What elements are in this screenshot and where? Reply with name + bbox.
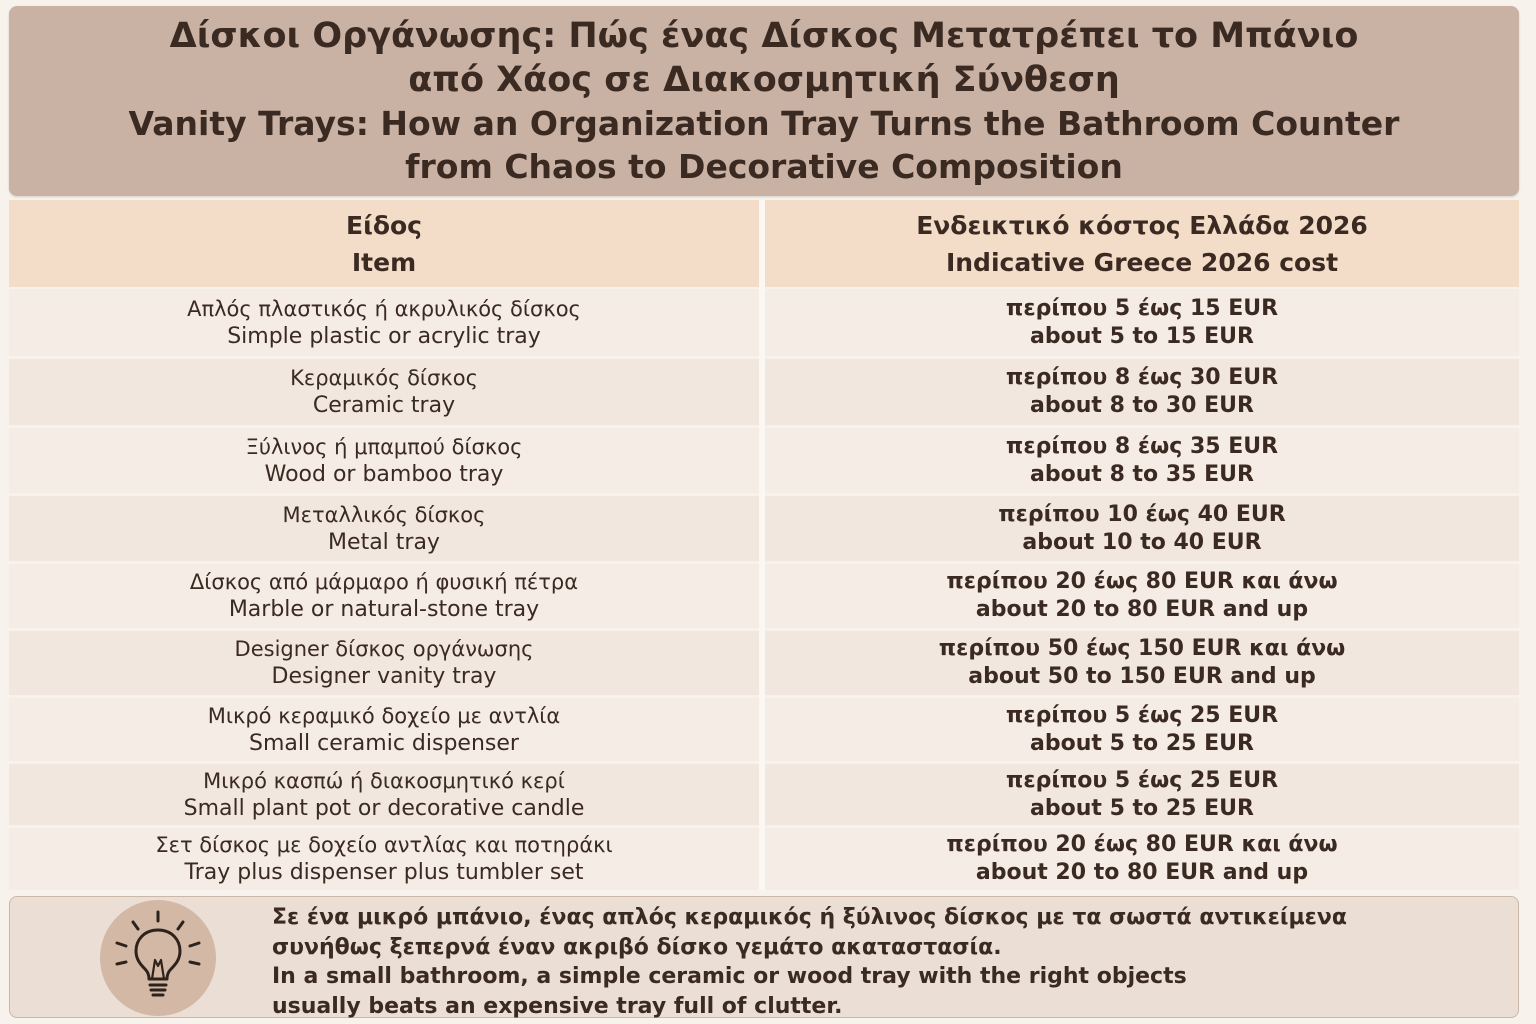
header-item-el: Είδος	[346, 210, 422, 240]
cost-cell	[765, 496, 1519, 561]
header-cost	[765, 200, 1519, 287]
header-cost-en: Indicative Greece 2026 cost	[945, 247, 1339, 277]
cost-el: περίπου 5 έως 15 EUR	[1005, 295, 1279, 321]
lightbulb-icon	[100, 900, 216, 1016]
item-cell	[9, 764, 759, 825]
tip-en-line-1: In a small bathroom, a simple ceramic or wood tray with the right objects	[272, 964, 1187, 989]
item-el: Δίσκος από μάρμαρο ή φυσική πέτρα	[189, 570, 579, 594]
item-el: Designer δίσκος οργάνωσης	[234, 637, 534, 661]
cost-cell	[765, 828, 1519, 890]
item-cell	[9, 828, 759, 890]
title-en-line-1: Vanity Trays: How an Organization Tray Turns the Bathroom Counter	[128, 104, 1400, 143]
cost-en: about 10 to 40 EUR	[1022, 529, 1262, 555]
cost-cell	[765, 698, 1519, 761]
item-cell	[9, 289, 759, 356]
cost-en: about 20 to 80 EUR and up	[975, 860, 1309, 885]
tip-en-line-2: usually beats an expensive tray full of clutter.	[272, 993, 843, 1019]
cost-en: about 5 to 15 EUR	[1030, 323, 1254, 349]
item-el: Σετ δίσκος με δοχείο αντλίας και ποτηράκι	[155, 833, 613, 857]
item-cell	[9, 496, 759, 561]
item-en: Tray plus dispenser plus tumbler set	[184, 860, 584, 885]
cost-cell	[765, 359, 1519, 425]
column-divider	[759, 200, 765, 890]
cost-en: about 50 to 150 EUR and up	[968, 664, 1316, 689]
item-el: Μεταλλικός δίσκος	[282, 502, 486, 527]
cost-en: about 8 to 30 EUR	[1030, 393, 1254, 418]
title-banner	[9, 6, 1519, 196]
title-en-line-2: from Chaos to Decorative Composition	[405, 147, 1123, 186]
cost-cell	[765, 564, 1519, 628]
item-cell	[9, 698, 759, 761]
item-en: Marble or natural-stone tray	[228, 597, 540, 622]
cost-cell	[765, 764, 1519, 825]
cost-en: about 5 to 25 EUR	[1030, 730, 1254, 756]
tip-callout	[9, 896, 1519, 1018]
cost-cell	[765, 428, 1519, 493]
cost-el: περίπου 20 έως 80 EUR και άνω	[946, 569, 1338, 594]
item-en: Small ceramic dispenser	[249, 730, 519, 756]
item-en: Metal tray	[328, 529, 440, 555]
header-item-en: Item	[351, 247, 417, 277]
title-el-line-2: από Χάος σε Διακοσμητική Σύνθεση	[408, 60, 1120, 100]
cost-el: περίπου 20 έως 80 EUR και άνω	[946, 832, 1338, 857]
tip-el-line-1: Σε ένα μικρό μπάνιο, ένας απλός κεραμικός ή ξύλινος δίσκος με τα σωστά αντικείμενα	[272, 905, 1348, 930]
item-cell	[9, 631, 759, 695]
tip-el-line-2: συνήθως ξεπερνά έναν ακριβό δίσκο γεμάτο ακαταστασία.	[272, 934, 1002, 960]
tip-text	[272, 903, 1492, 1021]
cost-el: περίπου 8 έως 30 EUR	[1005, 365, 1279, 390]
cost-el: περίπου 50 έως 150 EUR και άνω	[938, 636, 1346, 661]
item-en: Small plant pot or decorative candle	[183, 795, 585, 821]
item-en: Wood or bamboo tray	[264, 461, 504, 487]
cost-el: περίπου 5 έως 25 EUR	[1005, 767, 1279, 793]
cost-el: περίπου 10 έως 40 EUR	[998, 501, 1286, 527]
item-el: Ξύλινος ή μπαμπού δίσκος	[245, 434, 523, 459]
cost-cell	[765, 289, 1519, 356]
item-el: Κεραμικός δίσκος	[290, 366, 478, 390]
cost-table	[9, 200, 1519, 890]
item-el: Μικρό κασπώ ή διακοσμητικό κερί	[203, 768, 565, 793]
item-en: Ceramic tray	[312, 393, 456, 418]
cost-en: about 8 to 35 EUR	[1030, 461, 1254, 487]
item-el: Απλός πλαστικός ή ακρυλικός δίσκος	[187, 296, 581, 321]
item-cell	[9, 428, 759, 493]
title-el-line-1: Δίσκοι Οργάνωσης: Πώς ένας Δίσκος Μετατρέπει το Μπάνιο	[169, 16, 1359, 56]
item-el: Μικρό κεραμικό δοχείο με αντλία	[207, 703, 561, 728]
item-cell	[9, 359, 759, 425]
item-en: Simple plastic or acrylic tray	[227, 323, 541, 349]
cost-en: about 5 to 25 EUR	[1030, 795, 1254, 821]
cost-el: περίπου 8 έως 35 EUR	[1005, 433, 1279, 459]
cost-el: περίπου 5 έως 25 EUR	[1005, 702, 1279, 728]
cost-cell	[765, 631, 1519, 695]
cost-en: about 20 to 80 EUR and up	[975, 597, 1309, 622]
header-item	[9, 200, 759, 287]
item-en: Designer vanity tray	[271, 664, 497, 689]
header-cost-el: Ενδεικτικό κόστος Ελλάδα 2026	[916, 210, 1368, 240]
item-cell	[9, 564, 759, 628]
